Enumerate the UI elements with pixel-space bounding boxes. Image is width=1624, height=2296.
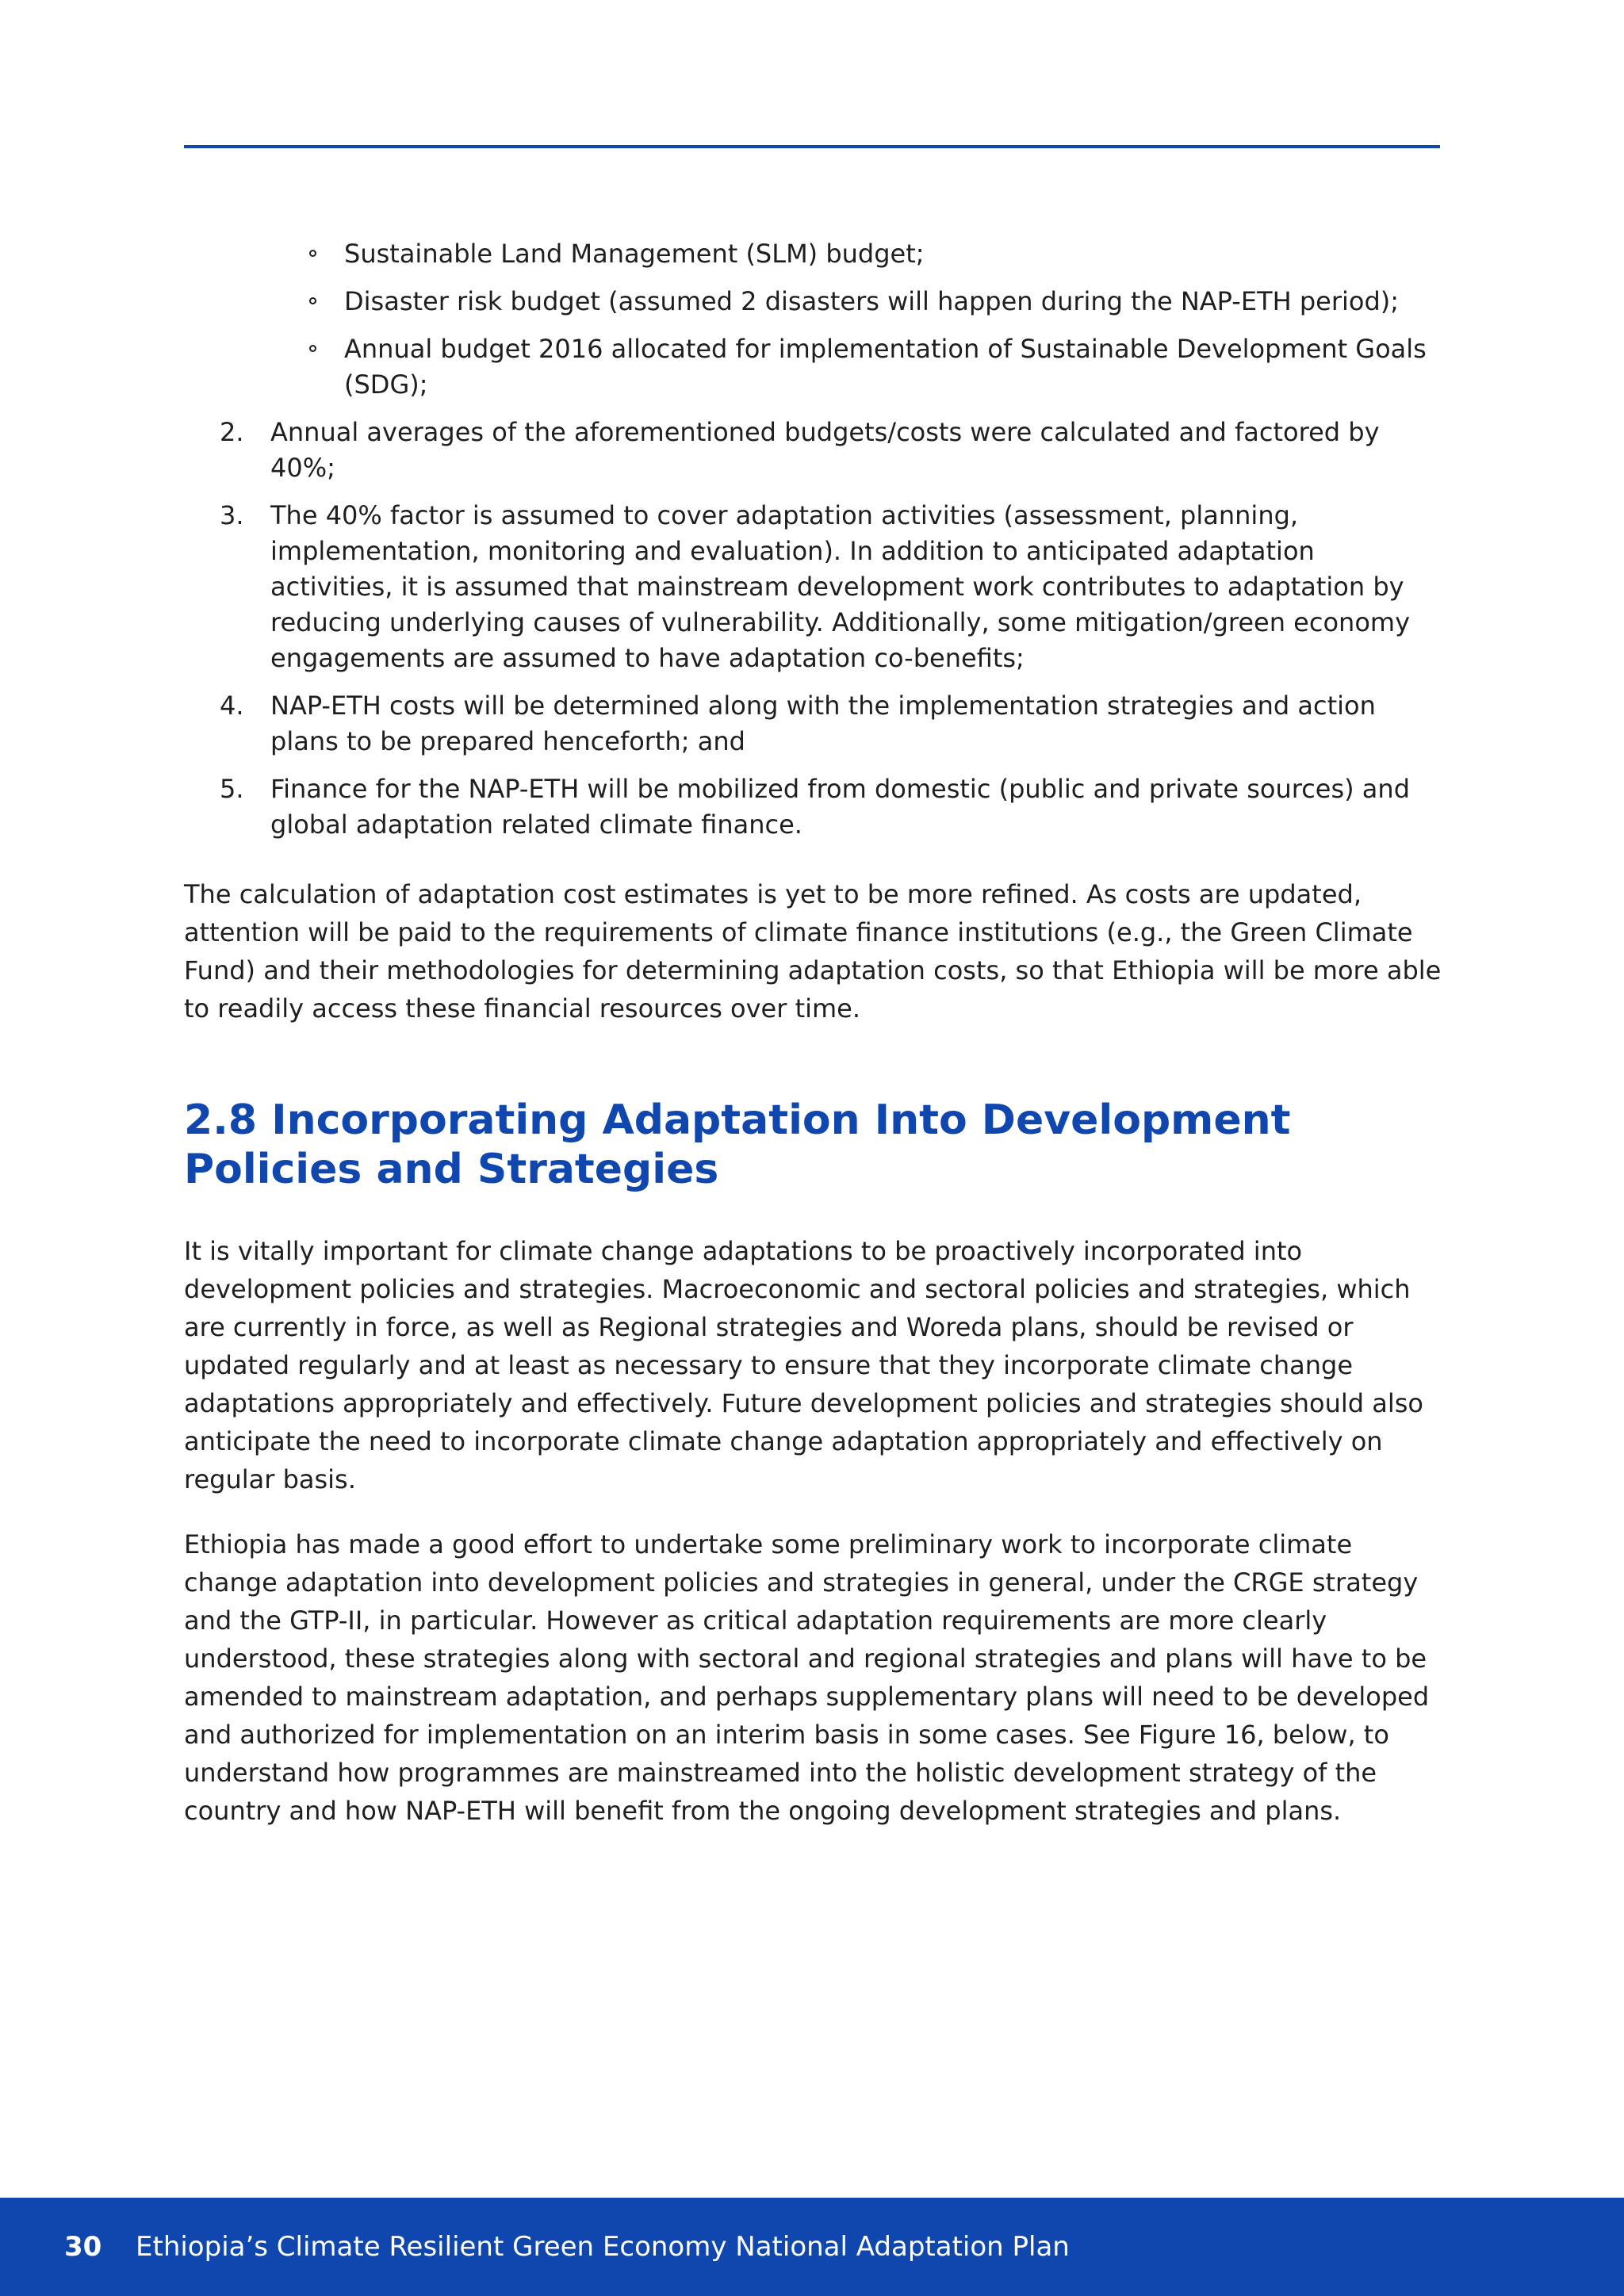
list-item [344, 331, 1445, 403]
list-item-number: 4. [220, 691, 244, 721]
page-content [184, 236, 1445, 1857]
hollow-bullet-icon [309, 250, 316, 257]
list-item-text: The 40% factor is assumed to cover adaptation activities (assessment, planning, implementation, monitoring and evaluation). In addition to anticipated adaptation activities, it is assumed that mainstream development work contributes to adaptation by reducing underlying causes of vulnerability. Additionally, some mitigation/green economy engagements are assumed to have adaptation co-benefits; [270, 500, 1410, 673]
section-heading: 2.8 Incorporating Adaptation Into Development Policies and Strategies [184, 1096, 1291, 1193]
list-item-text: Annual averages of the aforementioned budgets/costs were calculated and factored by 40%; [270, 417, 1380, 483]
page-number: 30 [64, 2231, 102, 2263]
numbered-list [184, 415, 1445, 843]
list-item [220, 415, 1445, 486]
cost-estimate-paragraph: The calculation of adaptation cost estimates is yet to be more refined. As costs are updated, attention will be paid to the requirements of climate finance institutions (e.g., the Green Climate Fund) and their methodologies for determining adaptation costs, so that Ethiopia will be more able to readily access these financial resources over time. [184, 879, 1442, 1024]
header-rule [184, 145, 1440, 148]
list-item-number: 5. [220, 774, 244, 804]
list-item [344, 284, 1445, 320]
list-item-text: Disaster risk budget (assumed 2 disasters will happen during the NAP-ETH period); [344, 286, 1400, 316]
list-item-number: 2. [220, 417, 244, 447]
list-item [220, 771, 1445, 843]
list-item-text: Sustainable Land Management (SLM) budget; [344, 239, 925, 269]
list-item [220, 498, 1445, 676]
list-item [220, 688, 1445, 760]
list-item-number: 3. [220, 500, 244, 530]
hollow-bullet-icon [309, 345, 316, 352]
list-item-text: Finance for the NAP-ETH will be mobilized from domestic (public and private sources) and global adaptation related climate finance. [270, 774, 1410, 840]
hollow-bullet-icon [309, 297, 316, 304]
body-paragraph: It is vitally important for climate change adaptations to be proactively incorporated into development policies and strategies. Macroeconomic and sectoral policies and strategies, which are currently in force, as well as Regional strategies and Woreda plans, should be revised or updated regularly and at least as necessary to ensure that they incorporate climate change adaptations appropriately and effectively. Future development policies and strategies should also anticipate the need to incorporate climate change adaptation appropriately and effectively on regular basis. [184, 1236, 1423, 1494]
document-title: Ethiopia’s Climate Resilient Green Economy National Adaptation Plan [136, 2231, 1070, 2263]
list-item-text: NAP-ETH costs will be determined along with the implementation strategies and action plans to be prepared henceforth; and [270, 691, 1376, 756]
body-paragraph: Ethiopia has made a good effort to undertake some preliminary work to incorporate climate change adaptation into development policies and strategies in general, under the CRGE strategy and the GTP-II, in particular. However as critical adaptation requirements are more clearly understood, these strategies along with sectoral and regional strategies and plans will have to be amended to mainstream adaptation, and perhaps supplementary plans will need to be developed and authorized for implementation on an interim basis in some cases. See Figure 16, below, to understand how programmes are mainstreamed into the holistic development strategy of the country and how NAP-ETH will benefit from the ongoing development strategies and plans. [184, 1529, 1430, 1826]
sub-bullet-list [184, 236, 1445, 403]
page-footer [0, 2198, 1624, 2296]
list-item [344, 236, 1445, 272]
list-item-text: Annual budget 2016 allocated for implementation of Sustainable Development Goals (SDG); [344, 334, 1427, 400]
